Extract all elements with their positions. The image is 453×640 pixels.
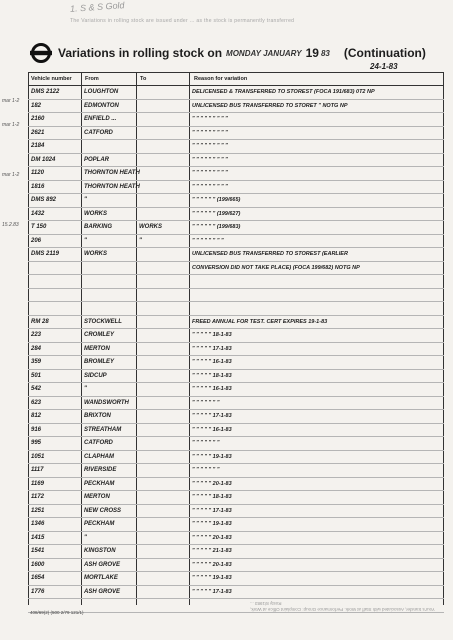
table-row <box>28 181 444 195</box>
handwritten-header-note: 1. S & S Gold <box>69 0 125 14</box>
cell-from: WORKS <box>84 251 107 257</box>
cell-vehicle-number: 1172 <box>31 494 44 500</box>
cell-reason: " " " " " 17-1-83 <box>192 507 232 514</box>
cell-vehicle-number: 995 <box>31 440 42 446</box>
cell-vehicle-number: DM 1024 <box>31 156 56 163</box>
title-continuation: (Continuation) <box>343 46 426 60</box>
table-row <box>28 167 444 181</box>
cell-from: WORKS <box>84 210 107 217</box>
cell-from: ASH GROVE <box>84 588 121 595</box>
cell-vehicle-number: T 150 <box>31 224 47 230</box>
cell-reason: " " " " " 16-1-83 <box>192 359 232 365</box>
title-handwritten-date: MONDAY JANUARY <box>226 48 302 58</box>
cell-vehicle-number: 2184 <box>31 143 45 149</box>
cell-from: KINGSTON <box>84 548 116 554</box>
cell-reason: " " " " " 17-1-83 <box>192 588 232 595</box>
cell-from: BRIXTON <box>84 413 111 419</box>
table-row <box>28 235 444 249</box>
cell-from: " <box>84 534 87 541</box>
cell-vehicle-number: 916 <box>31 426 42 433</box>
cell-reason: " " " " " 20-1-83 <box>192 534 232 541</box>
cell-from: MERTON <box>84 345 110 352</box>
cell-to: WORKS <box>139 224 162 230</box>
table-row <box>28 491 444 505</box>
table-row <box>28 154 444 168</box>
cell-reason: " " " " " 18-1-83 <box>192 332 232 338</box>
cell-vehicle-number: 1541 <box>31 548 45 554</box>
cell-reason: " " " " " " " " " <box>192 183 228 190</box>
cell-vehicle-number: 206 <box>31 237 42 244</box>
table-row <box>28 532 444 546</box>
cell-vehicle-number: 1654 <box>31 575 45 581</box>
bleed-through-text: Your's transfer, Associated with Staff at Work. Performance Group: Complaint Office at Work, Rosty 8/1983 ... <box>250 601 435 612</box>
form-footer-code: 408/69(2) (500 2/79 121/1) <box>30 610 84 615</box>
cell-vehicle-number: 2160 <box>31 116 45 122</box>
cell-vehicle-number: 1432 <box>31 210 45 217</box>
cell-from: BROMLEY <box>84 359 114 365</box>
cell-vehicle-number: DMS 2122 <box>31 89 60 95</box>
cell-from: CATFORD <box>84 129 113 136</box>
cell-vehicle-number: 284 <box>31 345 42 352</box>
cell-vehicle-number: 359 <box>31 359 42 365</box>
cell-from: CLAPHAM <box>84 453 114 460</box>
margin-note: mar 1-2 <box>2 172 20 178</box>
table-row <box>28 302 444 316</box>
cell-reason: " " " " " " " " " <box>192 143 228 149</box>
cell-vehicle-number: 182 <box>31 102 42 109</box>
cell-reason: FREED ANNUAL FOR TEST. CERT EXPIRES 19-1-83 <box>192 318 328 325</box>
table-row <box>28 397 444 411</box>
document-date: 24-1-83 <box>370 62 398 71</box>
table-row <box>28 464 444 478</box>
table-row <box>28 518 444 532</box>
cell-vehicle-number: 1117 <box>31 467 44 473</box>
table-row <box>28 505 444 519</box>
cell-from: NEW CROSS <box>84 507 122 514</box>
cell-from: PECKHAM <box>84 480 115 487</box>
table-row <box>28 100 444 114</box>
cell-from: MORTLAKE <box>84 575 118 581</box>
cell-from: ASH GROVE <box>84 561 121 568</box>
margin-note: mar 1-2 <box>2 98 20 104</box>
cell-reason: " " " " " " " " " <box>192 156 228 163</box>
cell-from: SIDCUP <box>84 372 107 379</box>
variations-table <box>28 72 444 605</box>
cell-reason: " " " " " 19-1-83 <box>192 521 232 527</box>
cell-reason: " " " " " " (199/627) <box>192 210 241 217</box>
column-header-to: To <box>140 76 147 82</box>
cell-reason: UNLICENSED BUS TRANSFERRED TO STORET " NOTG NP <box>192 102 348 109</box>
cell-reason: " " " " " " " <box>192 467 220 473</box>
cell-reason: " " " " " " " " " <box>192 116 228 122</box>
cell-reason: " " " " " " " " " <box>192 170 228 176</box>
cell-reason: CONVERSION DID NOT TAKE PLACE) (FOCA 199/682) NOTG NP <box>192 264 360 271</box>
table-row <box>28 545 444 559</box>
cell-vehicle-number: 1776 <box>31 588 45 595</box>
cell-vehicle-number: 812 <box>31 413 42 419</box>
table-body <box>28 86 444 613</box>
cell-reason: " " " " " 17-1-83 <box>192 413 232 419</box>
cell-from: THORNTON HEATH <box>84 170 140 176</box>
cell-from: " <box>84 386 87 392</box>
cell-vehicle-number: 2621 <box>31 129 45 136</box>
margin-note: mar 1-2 <box>2 122 20 128</box>
london-transport-roundel-icon <box>30 42 52 64</box>
cell-vehicle-number: 623 <box>31 399 42 406</box>
cell-vehicle-number: 542 <box>31 386 42 392</box>
cell-from: MERTON <box>84 494 110 500</box>
table-row <box>28 127 444 141</box>
cell-reason: " " " " " 19-1-83 <box>192 575 232 581</box>
cell-vehicle-number: 1169 <box>31 480 44 487</box>
title-handwritten-year: 83 <box>320 48 330 58</box>
cell-from: EDMONTON <box>84 102 119 109</box>
title-year: 19 <box>305 46 319 60</box>
cell-from: STOCKWELL <box>84 318 122 325</box>
cell-reason: " " " " " " " <box>192 440 220 446</box>
cell-vehicle-number: 1816 <box>31 183 45 190</box>
cell-vehicle-number: 1120 <box>31 170 44 176</box>
table-row <box>28 478 444 492</box>
cell-vehicle-number: 1346 <box>31 521 45 527</box>
table-row <box>28 262 444 276</box>
cell-from: CATFORD <box>84 440 113 446</box>
cell-reason: " " " " " " (199/665) <box>192 197 241 203</box>
table-row <box>28 559 444 573</box>
table-row <box>28 572 444 586</box>
cell-vehicle-number: DMS 892 <box>31 197 57 203</box>
margin-note: 15.2.83 <box>2 222 19 228</box>
table-row <box>28 410 444 424</box>
cell-vehicle-number: 1415 <box>31 534 45 541</box>
cell-from: CROMLEY <box>84 332 114 338</box>
cell-reason: UNLICENSED BUS TRANSFERRED TO STOREST (EARLIER <box>192 251 348 257</box>
cell-from: WANDSWORTH <box>84 399 129 406</box>
cell-vehicle-number: RM 28 <box>31 318 49 325</box>
table-row <box>28 437 444 451</box>
table-row <box>28 370 444 384</box>
table-row <box>28 343 444 357</box>
table-row <box>28 316 444 330</box>
cell-vehicle-number: DMS 2119 <box>31 251 59 257</box>
table-row <box>28 451 444 465</box>
cell-from: BARKING <box>84 224 112 230</box>
cell-reason: " " " " " 21-1-83 <box>192 548 232 554</box>
cell-reason: " " " " " 20-1-83 <box>192 561 232 568</box>
cell-reason: " " " " " " " <box>192 399 220 406</box>
column-header-from: From <box>85 76 99 82</box>
cell-reason: " " " " " " " " " <box>192 129 228 136</box>
cell-from: ENFIELD ... <box>84 116 117 122</box>
cell-vehicle-number: 1600 <box>31 561 45 568</box>
cell-from: THORNTON HEATH <box>84 183 140 190</box>
cell-from: STREATHAM <box>84 426 122 433</box>
cell-reason: " " " " " " " " <box>192 237 224 244</box>
cell-from: " <box>84 237 87 244</box>
table-row <box>28 208 444 222</box>
cell-from: PECKHAM <box>84 521 115 527</box>
table-row <box>28 140 444 154</box>
table-row <box>28 248 444 262</box>
cell-reason: " " " " " 18-1-83 <box>192 494 232 500</box>
cell-from: POPLAR <box>84 156 110 163</box>
cell-reason: " " " " " 16-1-83 <box>192 426 232 433</box>
table-row <box>28 356 444 370</box>
title-text: Variations in rolling stock on <box>58 46 223 60</box>
cell-reason: " " " " " 20-1-83 <box>192 480 232 487</box>
cell-from: RIVERSIDE <box>84 467 117 473</box>
cell-from: " <box>84 197 87 203</box>
cell-reason: DELICENSED & TRANSFERRED TO STOREST (FOCA 191/683) 0T2 NP <box>192 89 375 95</box>
cell-vehicle-number: 223 <box>31 332 42 338</box>
cell-reason: " " " " " 16-1-83 <box>192 386 232 392</box>
cell-vehicle-number: 1251 <box>31 507 45 514</box>
table-row <box>28 586 444 600</box>
cell-reason: " " " " " 19-1-83 <box>192 453 232 460</box>
column-header-vehicle: Vehicle number <box>31 76 72 82</box>
cell-vehicle-number: 1051 <box>31 453 45 460</box>
table-row <box>28 383 444 397</box>
cell-reason: " " " " " " (199/683) <box>192 224 241 230</box>
cell-from: LOUGHTON <box>84 89 119 95</box>
table-row <box>28 221 444 235</box>
cell-reason: " " " " " 18-1-83 <box>192 372 232 379</box>
cell-vehicle-number: 501 <box>31 372 42 379</box>
table-row <box>28 275 444 289</box>
page-title <box>58 42 448 64</box>
table-row <box>28 86 444 100</box>
cell-reason: " " " " " 17-1-83 <box>192 345 232 352</box>
table-row <box>28 194 444 208</box>
table-row <box>28 289 444 303</box>
table-row <box>28 424 444 438</box>
column-header-reason: Reason for variation <box>194 76 248 82</box>
table-row <box>28 329 444 343</box>
header-subtitle: The Variations in rolling stock are issued under ... as the stock is permanently transferred <box>70 18 295 24</box>
cell-to: " <box>139 237 142 244</box>
table-row <box>28 113 444 127</box>
